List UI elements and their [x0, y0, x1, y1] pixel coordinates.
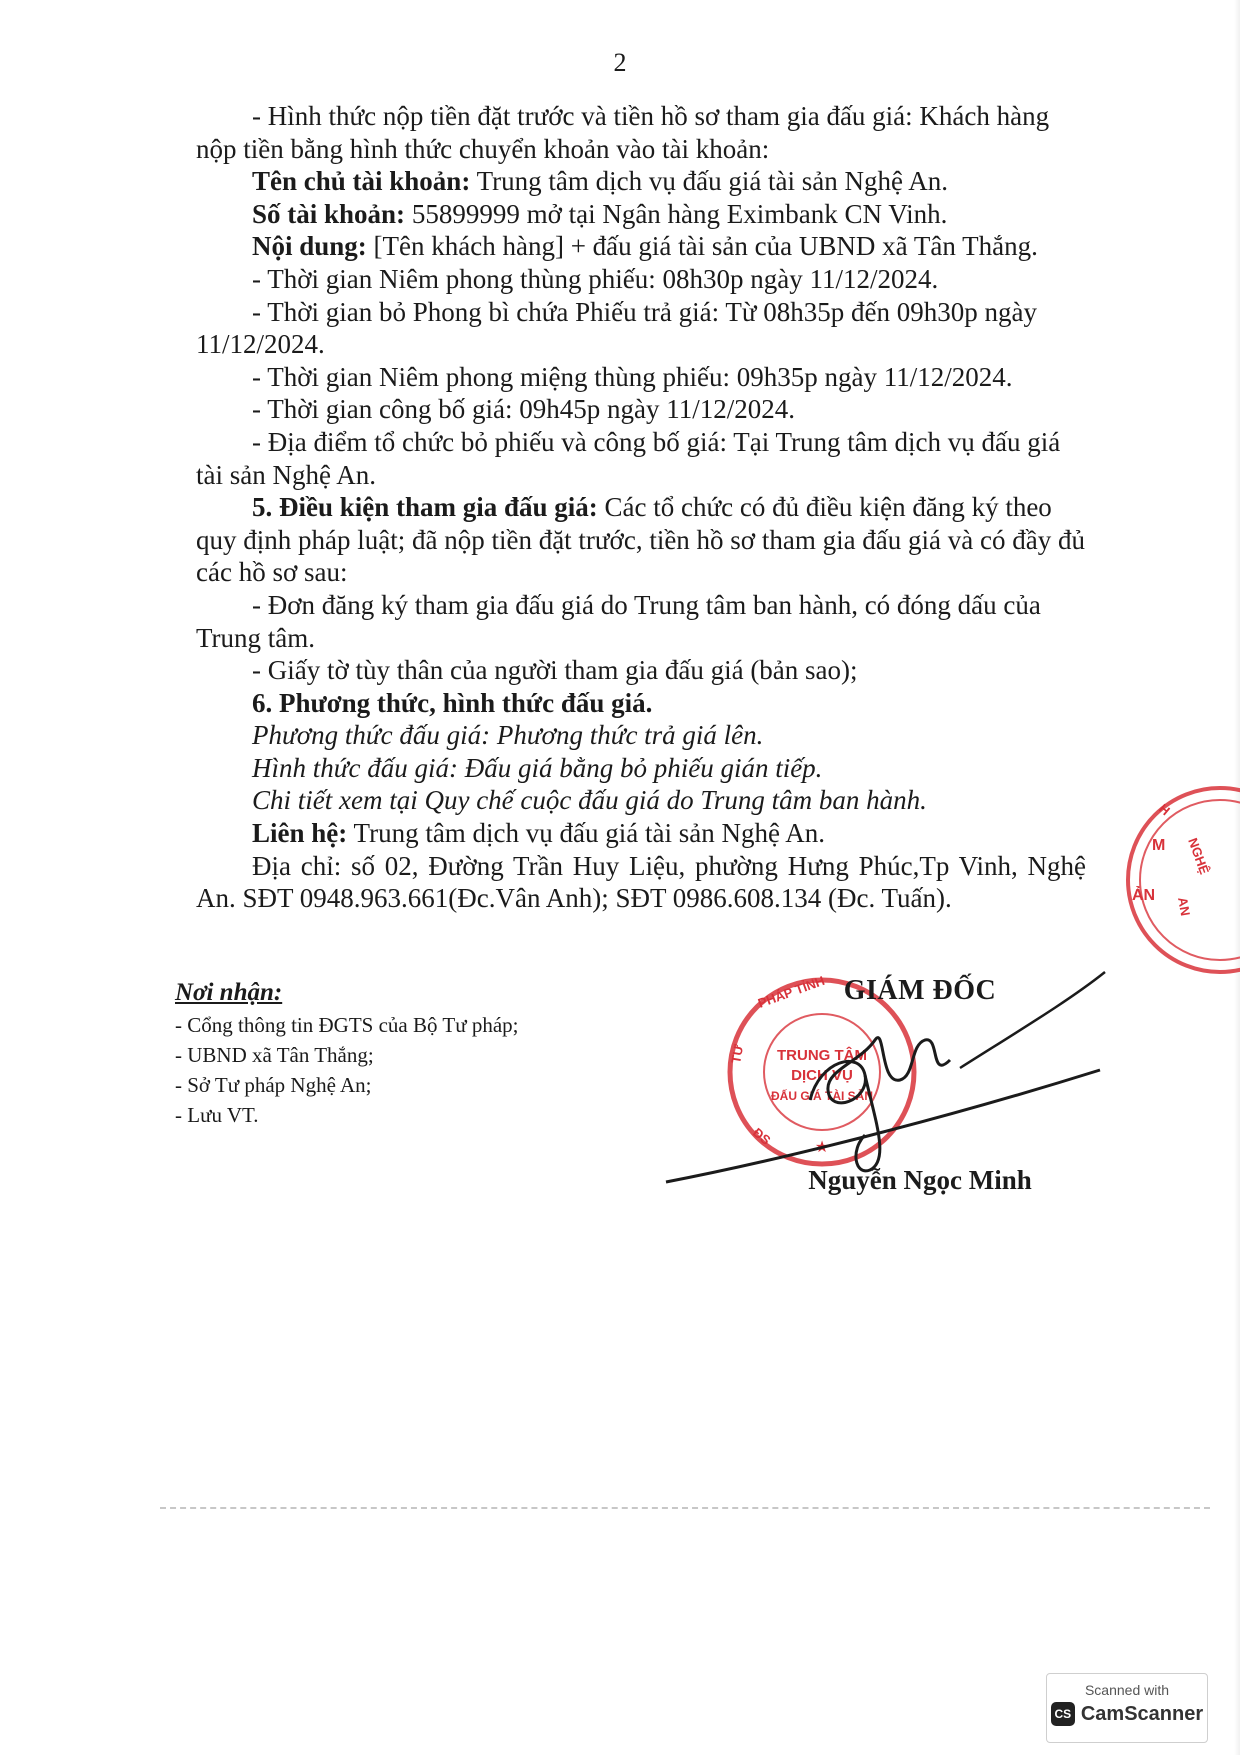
stamp-partial-text: NGHỆ: [1185, 835, 1213, 877]
auction-form-line: Hình thức đấu giá: Đấu giá bằng bỏ phiếu gián tiếp.: [252, 752, 823, 783]
venue-paragraph: - Địa điểm tổ chức bỏ phiếu và công bố giá: Tại Trung tâm dịch vụ đấu giá tài sản Nghệ An.: [196, 426, 1061, 490]
auction-rules-line: Chi tiết xem tại Quy chế cuộc đấu giá do Trung tâm ban hành.: [252, 785, 927, 816]
payment-method-paragraph: - Hình thức nộp tiền đặt trước và tiền hồ sơ tham gia đấu giá: Khách hàng nộp tiền bằng hình thức chuyển khoản vào tài khoản:: [196, 101, 1050, 164]
stamp-partial-text: M: [1152, 837, 1166, 854]
contact-label: Liên hệ:: [252, 818, 348, 849]
registration-form-item: - Đơn đăng ký tham gia đấu giá do Trung tâm ban hành, có đóng dấu của Trung tâm.: [196, 589, 1041, 653]
stamp-center-text: ĐẤU GIÁ TÀI SẢN: [771, 1089, 873, 1103]
recipients-block: [175, 978, 518, 1130]
address-paragraph: Địa chỉ: số 02, Đường Trần Huy Liệu, phường Hưng Phúc,Tp Vinh, Nghệ An. SĐT 0948.963.661(Đc.Vân Anh); SĐT 0986.608.134 (Đc. Tuấn).: [196, 850, 1086, 914]
stamp-center-text: TRUNG TÂM: [777, 1047, 867, 1064]
stamp-partial-text: AN: [1175, 895, 1194, 918]
stamp-top-text: PHÁP TỈNH: [755, 972, 827, 1011]
scanner-name: CamScanner: [1080, 1702, 1204, 1725]
stamp-star-icon: ★: [814, 1139, 830, 1156]
account-holder-label: Tên chủ tài khoản:: [252, 166, 471, 197]
auction-method-line: Phương thức đấu giá: Phương thức trả giá lên.: [252, 720, 764, 751]
account-holder-value: Trung tâm dịch vụ đấu giá tài sản Nghệ An.: [470, 166, 949, 197]
transfer-content-value: [Tên khách hàng] + đấu giá tài sản của UBND xã Tân Thắng.: [366, 231, 1038, 262]
handwritten-signature-icon: [660, 950, 1130, 1190]
signature-title: GIÁM ĐỐC: [843, 975, 997, 1006]
contact-value: Trung tâm dịch vụ đấu giá tài sản Nghệ An.: [347, 818, 825, 849]
stamp-bottom-text: ĐS: [750, 1124, 774, 1148]
section-5-paragraph: [196, 491, 1086, 589]
recipients-title: Nơi nhận:: [175, 979, 283, 1006]
price-announce-time: - Thời gian công bố giá: 09h45p ngày 11/12/2024.: [252, 394, 795, 425]
section-6-heading: 6. Phương thức, hình thức đấu giá.: [252, 687, 653, 718]
stamp-partial-text: H: [1156, 800, 1173, 819]
page-divider: [160, 1507, 1210, 1509]
identity-document-item: - Giấy tờ tùy thân của người tham gia đấu giá (bản sao);: [252, 655, 858, 686]
account-number-label: Số tài khoản:: [252, 198, 406, 229]
page-number: 2: [613, 48, 627, 77]
document-body: [196, 100, 1086, 915]
camscanner-logo-icon: CS: [1051, 1702, 1075, 1726]
stamp-left-text: TƯ: [728, 1043, 747, 1065]
stamp-partial-text: ẢN: [1132, 887, 1156, 904]
envelope-submit-time: - Thời gian bỏ Phong bì chứa Phiếu trả giá: Từ 08h35p đến 09h30p ngày 11/12/2024.: [196, 296, 1037, 360]
recipient-item: - Lưu VT.: [175, 1103, 259, 1127]
ballot-box-seal-time: - Thời gian Niêm phong thùng phiếu: 08h30p ngày 11/12/2024.: [252, 263, 939, 294]
recipient-item: - Sở Tư pháp Nghệ An;: [175, 1073, 372, 1097]
camscanner-watermark: [1046, 1673, 1208, 1743]
section-5-text: Các tổ chức có đủ điều kiện đăng ký theo quy định pháp luật; đã nộp tiền đặt trước, tiền hồ sơ tham gia đấu giá và có đầy đủ các hồ sơ sau:: [196, 492, 1085, 588]
contact-line: [196, 817, 1086, 850]
transfer-content-label: Nội dung:: [252, 231, 367, 262]
section-5-heading: 5. Điều kiện tham gia đấu giá:: [252, 492, 598, 523]
signer-name: Nguyễn Ngọc Minh: [808, 1165, 1032, 1195]
account-number-line: [196, 198, 1086, 231]
account-number-value: 55899999 mở tại Ngân hàng Eximbank CN Vinh.: [405, 198, 948, 229]
recipient-item: - Cổng thông tin ĐGTS của Bộ Tư pháp;: [175, 1013, 519, 1037]
transfer-content-line: [196, 230, 1086, 263]
recipient-item: - UBND xã Tân Thắng;: [175, 1043, 374, 1067]
stamp-center-text: DỊCH VỤ: [791, 1067, 853, 1084]
account-holder-line: [196, 165, 1086, 198]
ballot-box-mouth-seal-time: - Thời gian Niêm phong miệng thùng phiếu: 09h35p ngày 11/12/2024.: [252, 361, 1013, 392]
scanner-caption: Scanned with: [1084, 1682, 1170, 1698]
